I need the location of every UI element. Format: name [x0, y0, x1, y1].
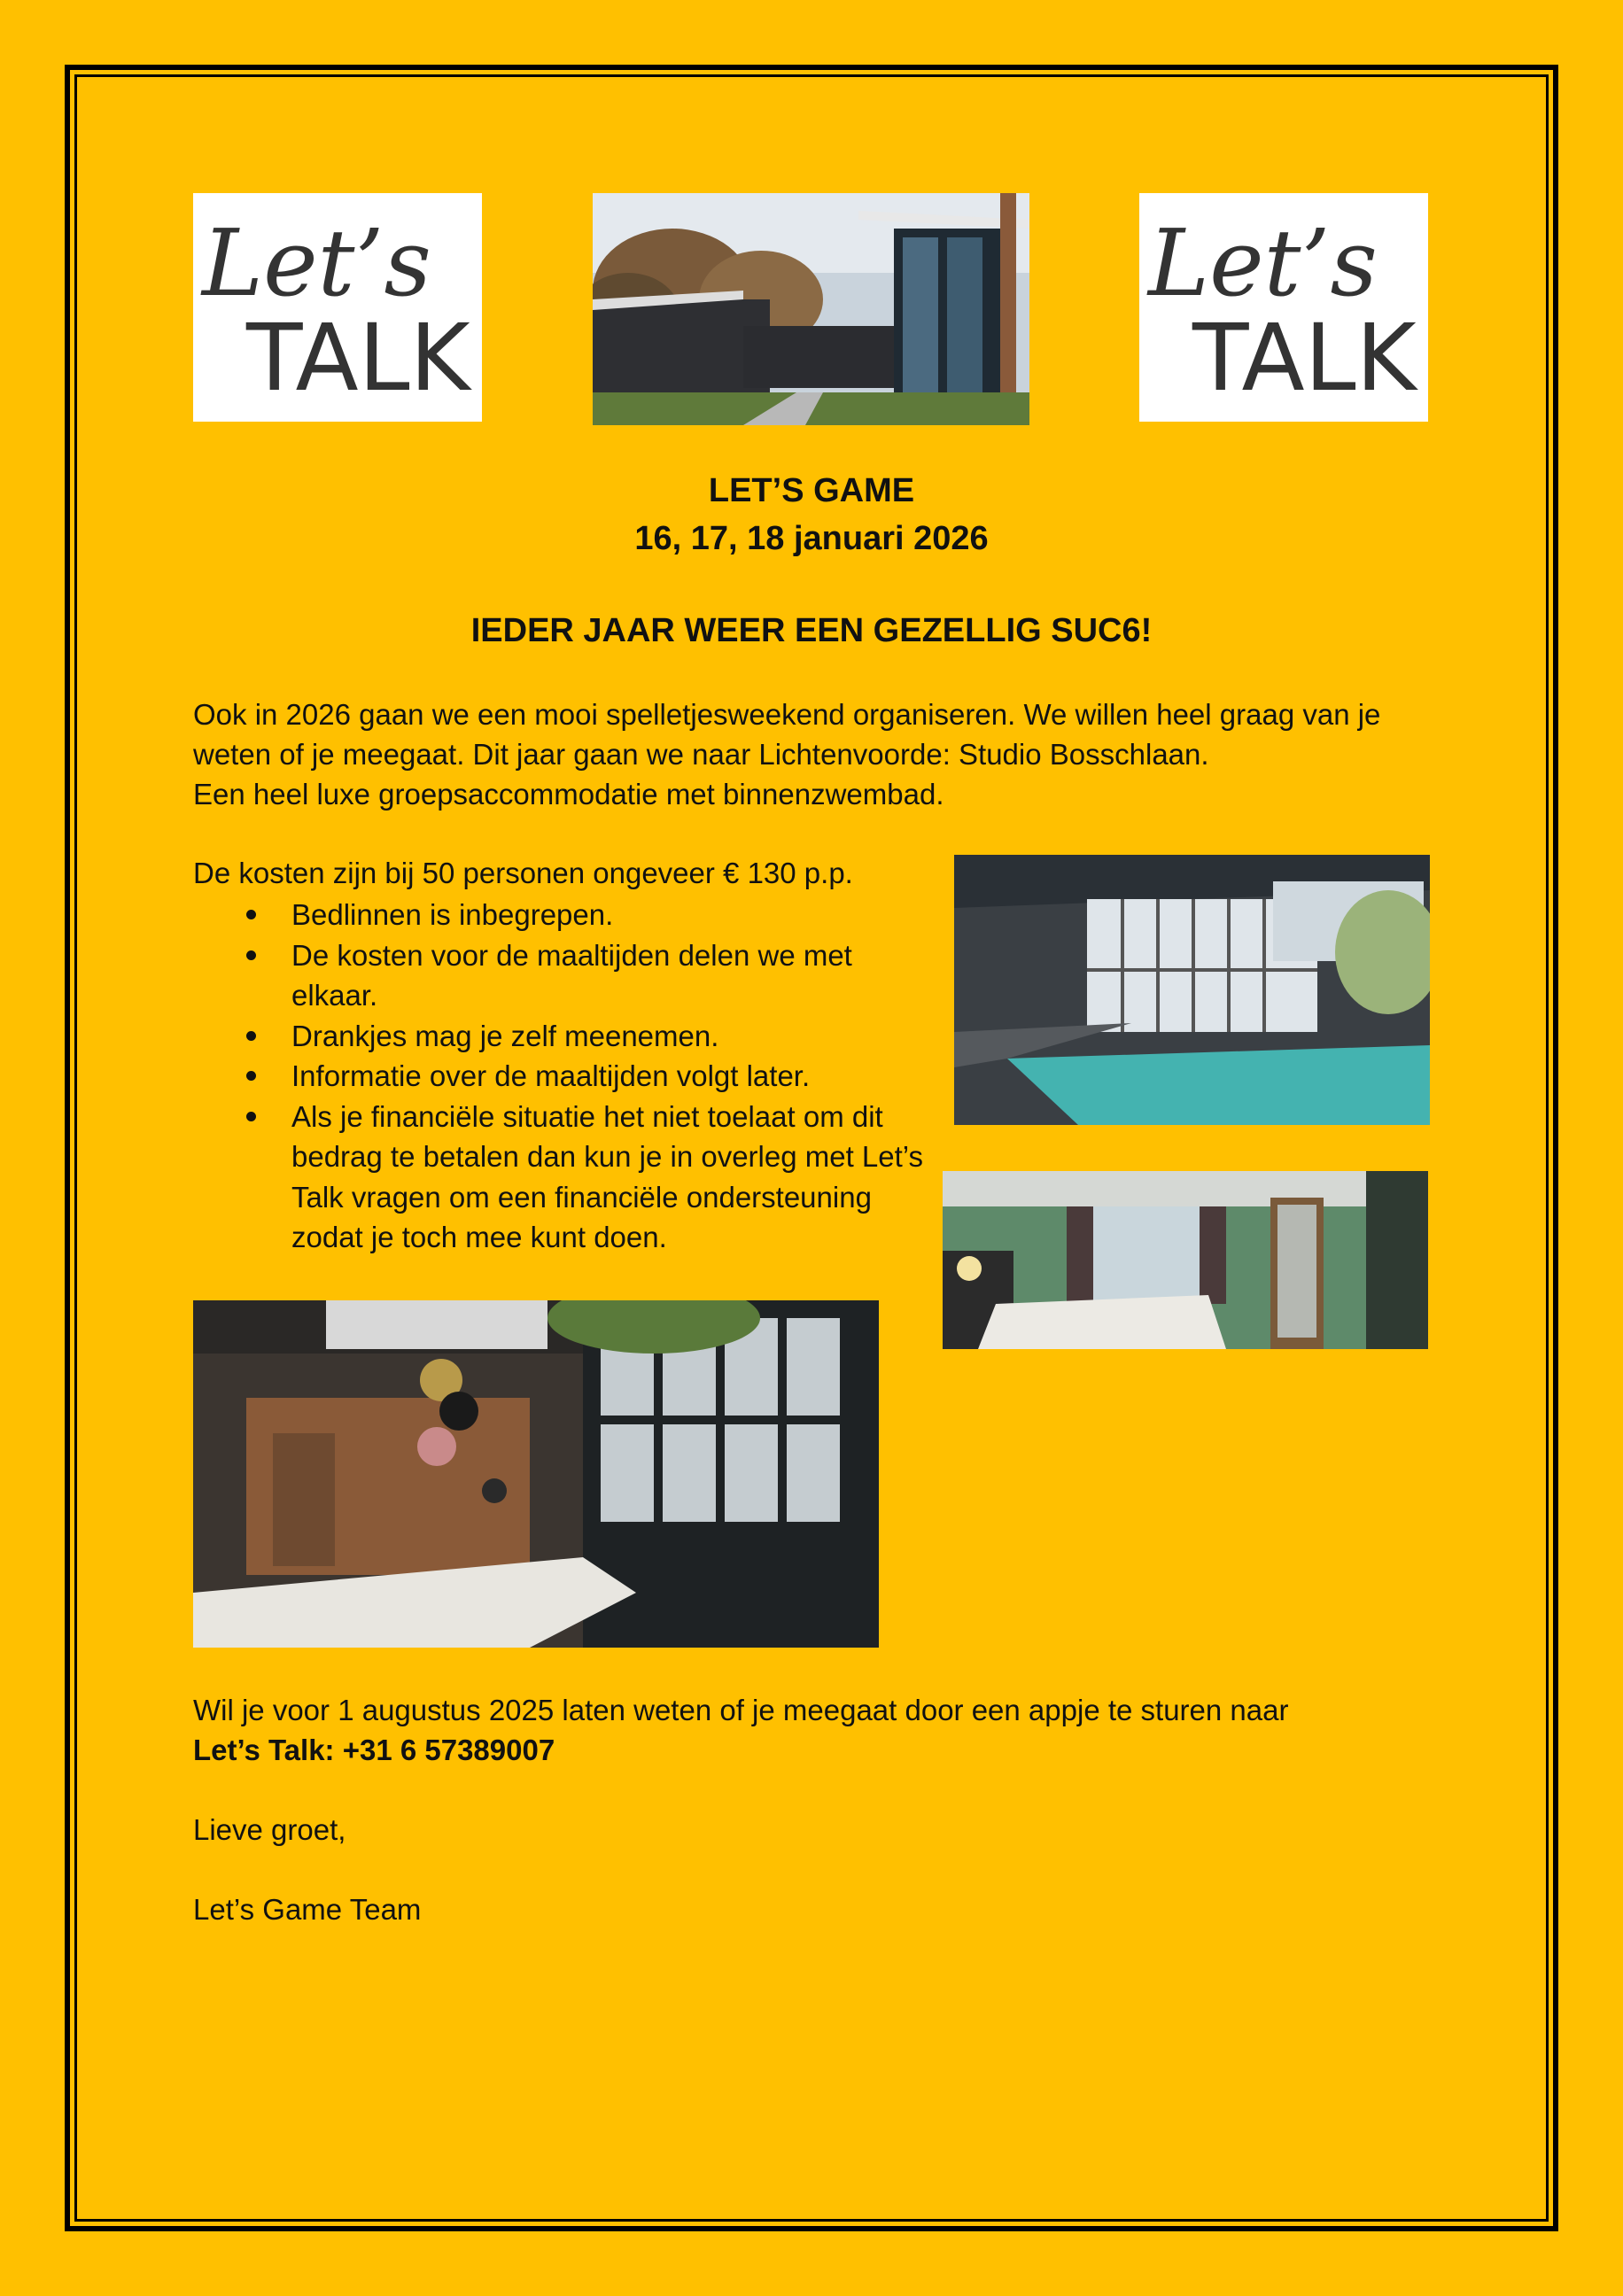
closing-paragraph [193, 1690, 1433, 1770]
intro-paragraph [193, 694, 1433, 814]
bedroom-photo [943, 1171, 1428, 1349]
logo-text-lets: Let’s [202, 209, 431, 317]
dining-hall-photo [193, 1300, 879, 1648]
intro-line-2: weten of je meegaat. Dit jaar gaan we naar Lichtenvoorde: Studio Bosschlaan. [193, 738, 1209, 771]
logo-text-talk: TALK [246, 304, 470, 412]
logo-text-lets: Let’s [1148, 209, 1378, 317]
event-slogan: IEDER JAAR WEER EEN GEZELLIG SUC6! [470, 612, 1153, 649]
signature: Let’s Game Team [193, 1893, 422, 1926]
event-title: LET’S GAME [708, 472, 915, 509]
indoor-pool-photo [954, 855, 1430, 1125]
contact-phone: Let’s Talk: +31 6 57389007 [193, 1734, 555, 1766]
intro-line-1: Ook in 2026 gaan we een mooi spelletjesweekend organiseren. We willen heel graag van je [193, 698, 1381, 731]
bullet-item: Als je financiële situatie het niet toelaat om dit bedrag te betalen dan kun je in overleg met Let’s Talk vragen om een financiële ondersteuning zodat je toch mee kunt doen. [193, 1097, 928, 1258]
lets-talk-logo-right [1139, 193, 1428, 422]
greeting: Lieve groet, [193, 1813, 346, 1846]
lets-talk-logo-left [193, 193, 482, 422]
building-exterior-photo [593, 193, 1029, 425]
intro-line-3: Een heel luxe groepsaccommodatie met binnenzwembad. [193, 778, 944, 811]
logo-text-talk: TALK [1192, 304, 1417, 412]
bullet-item: Informatie over de maaltijden volgt later. [193, 1056, 928, 1097]
bullet-item: Bedlinnen is inbegrepen. [193, 895, 928, 935]
closing-line-1: Wil je voor 1 augustus 2025 laten weten of je meegaat door een appje te sturen naar [193, 1694, 1289, 1726]
bullet-item: De kosten voor de maaltijden delen we met elkaar. [193, 935, 928, 1016]
costs-heading: De kosten zijn bij 50 personen ongeveer € 130 p.p. [193, 857, 853, 889]
costs-bullet-list [193, 895, 928, 1258]
bullet-item: Drankjes mag je zelf meenemen. [193, 1016, 928, 1057]
event-dates: 16, 17, 18 januari 2026 [634, 520, 989, 557]
